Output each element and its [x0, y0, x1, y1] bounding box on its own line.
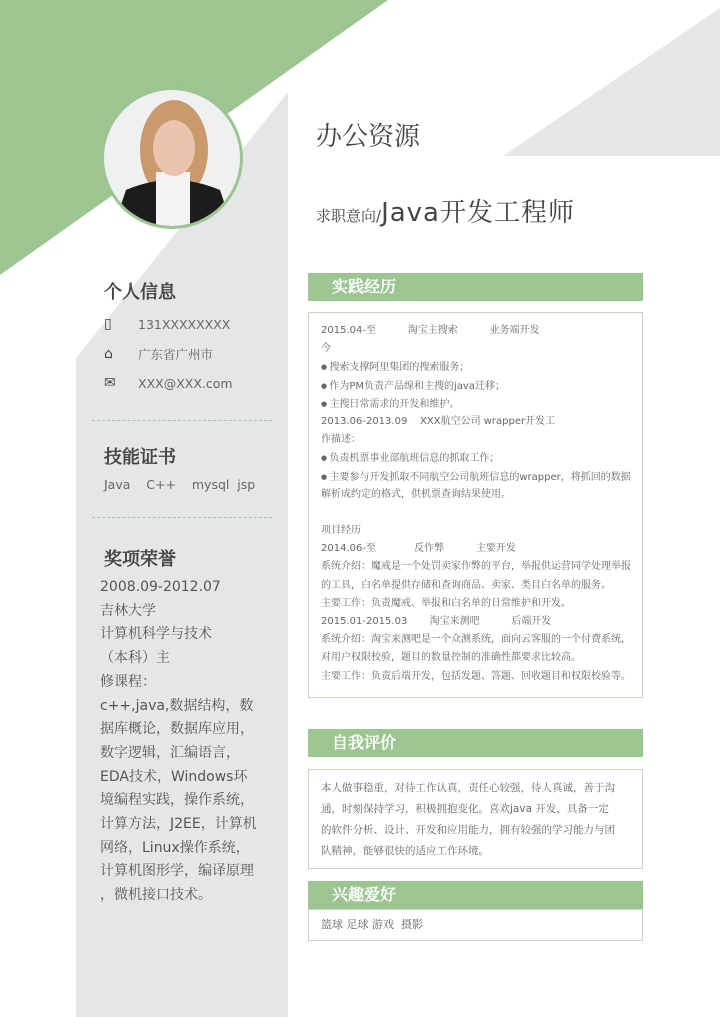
experience-line: 2013.06-2013.09 XXX航空公司 wrapper开发工 — [321, 415, 556, 427]
gray-corner-triangle — [503, 8, 720, 156]
award-line: 修课程： — [100, 673, 156, 690]
experience-line: 2015.01-2015.03 淘宝来测吧 后端开发 — [321, 616, 552, 627]
self-eval-title: 自我评价 — [308, 729, 643, 757]
experience-line: ● 主要参与开发抓取不同航空公司航班信息的wrapper，将抓回的数据 — [321, 468, 630, 486]
skills-title: 技能证书 — [104, 447, 176, 468]
divider — [92, 517, 272, 518]
mail-icon: ✉ — [104, 375, 116, 391]
experience-line: ● 负责机票事业部航班信息的抓取工作； — [321, 449, 630, 467]
awards-text — [100, 576, 257, 908]
email: XXX@XXX.com — [138, 375, 233, 391]
hobbies-text: 篮球 足球 游戏 摄影 — [321, 918, 423, 931]
award-line: 2008.09-2012.07 — [100, 579, 221, 595]
avatar — [101, 87, 243, 229]
self-eval-line: 本人做事稳重，对待工作认真，责任心较强，待人真诚，善于沟 — [321, 782, 615, 794]
experience-line: 今 — [321, 343, 331, 355]
experience-line: ● 作为PM负责产品缐和主搜的java迁移； — [321, 377, 630, 395]
phone-icon: ▯ — [104, 316, 112, 332]
phone-row — [104, 316, 230, 332]
awards-title: 奖项荣誉 — [104, 549, 176, 570]
award-line: ，微机接口技术。 — [100, 887, 212, 904]
experience-line: 2015.04-至 淘宝主搜索 业务端开发 — [321, 325, 540, 336]
hobbies-box — [308, 909, 643, 941]
phone: 131XXXXXXXX — [138, 316, 231, 332]
address: 广东省广州市 — [138, 347, 214, 362]
experience-line: 项目经历 — [321, 525, 361, 537]
self-eval-line: 的软件分析、设计、开发和应用能力，拥有较强的学习能力与团 — [321, 824, 615, 836]
intent-label: 求职意向/ — [316, 207, 382, 225]
self-eval-line: 队精神，能够很快的适应工作环境。 — [321, 845, 489, 857]
award-line: 据库概论，数据库应用， — [100, 721, 254, 738]
address-row — [104, 345, 213, 363]
job-intent — [316, 192, 575, 229]
experience-line: 作描述： — [321, 434, 361, 446]
award-line: 数字逻辑，汇编语言， — [100, 744, 240, 761]
experience-line: 2014.06-至 反作弊 主要开发 — [321, 543, 516, 555]
experience-line: ● 搜索支撑阿里集团的搜索服务； — [321, 358, 630, 376]
award-line: EDA技术，Windows环 — [100, 768, 248, 785]
award-line: c++,java,数据结构，数 — [100, 697, 254, 714]
intent-value: Java开发工程师 — [381, 198, 575, 228]
experience-line: 解析成约定的格式，供机票查询结果使用。 — [321, 488, 511, 500]
experience-line: 系统介绍：魔戒是一个处罚卖家作弊的平台，举报供运营同学处理举报 — [321, 561, 631, 573]
experience-title: 实践经历 — [308, 273, 643, 301]
home-icon: ⌂ — [104, 346, 113, 362]
experience-box — [308, 312, 643, 698]
experience-line — [321, 504, 630, 522]
self-eval-box — [308, 769, 643, 869]
experience-line: 主要工作：负责魔戒、举报和白名单的日常维护和开发。 — [321, 597, 571, 609]
award-line: 计算机科学与技术 — [100, 626, 212, 643]
experience-line: 对用户权限校验，题目的数量控制的准确性都要求比较高。 — [321, 652, 581, 664]
skills-text: Java C++ mysql jsp — [104, 477, 256, 492]
award-line: 计算机图形学，编译原理 — [100, 863, 254, 880]
award-line: 吉林大学 — [100, 602, 156, 619]
email-row — [104, 375, 233, 391]
divider — [92, 420, 272, 421]
experience-line: 系统介绍：淘宝来测吧是一个众测系统，面向云客服的一个付费系统， — [321, 634, 631, 646]
candidate-name: 办公资源 — [316, 122, 421, 152]
award-line: （本科）主 — [100, 650, 170, 667]
experience-line: ● 主搜日常需求的开发和维护。 — [321, 395, 630, 413]
experience-line: 的工具，白名单提供存储和查询商品、卖家、类目白名单的服务。 — [321, 579, 611, 591]
self-eval-line: 通，时刻保持学习，积极拥抱变化。喜欢java 开发，具备一定 — [321, 803, 609, 815]
experience-line: 主要工作：负责后端开发，包括发题、答题、回收题目和权限校验等。 — [321, 670, 631, 682]
award-line: 网络，Linux操作系统， — [100, 839, 250, 856]
award-line: 境编程实践，操作系统， — [100, 792, 254, 809]
hobbies-title: 兴趣爱好 — [308, 881, 643, 909]
personal-info-title: 个人信息 — [104, 282, 176, 303]
award-line: 计算方法，J2EE，计算机 — [100, 816, 257, 833]
